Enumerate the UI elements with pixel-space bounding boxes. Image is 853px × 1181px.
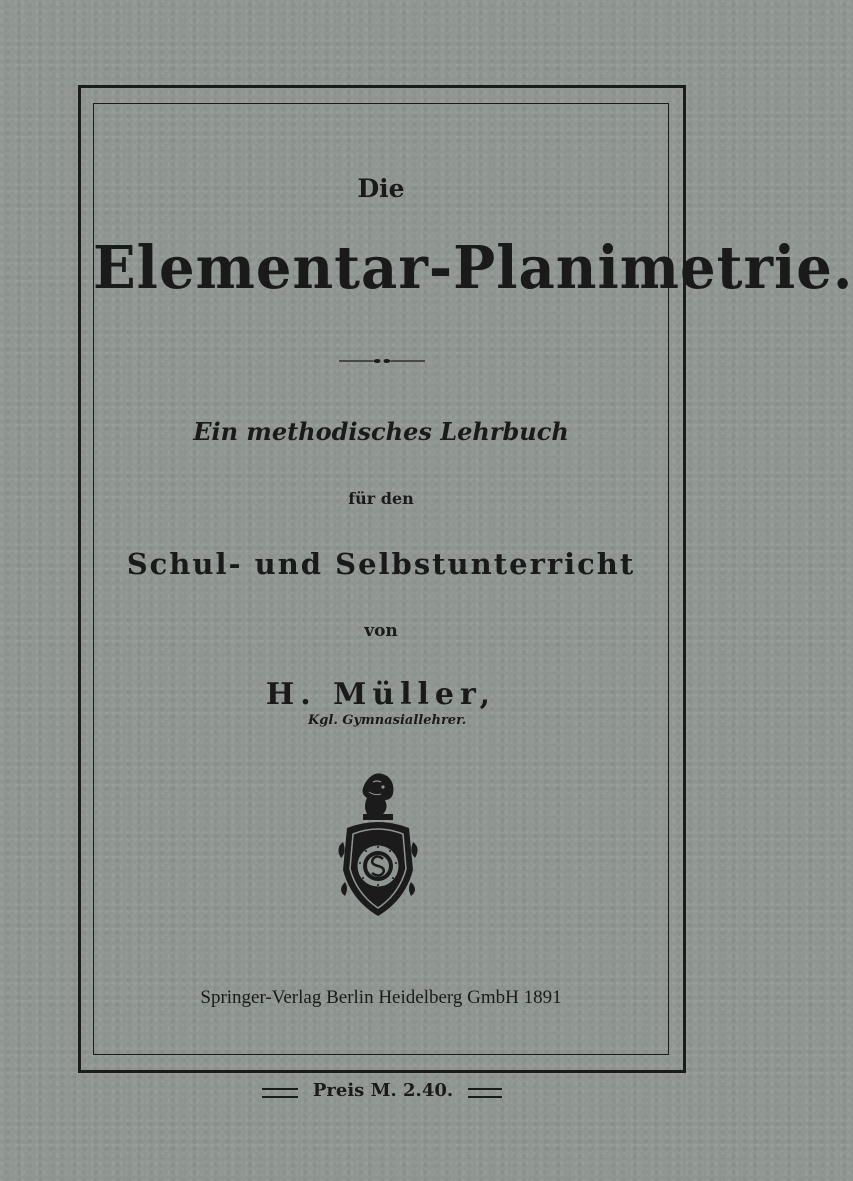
connector-text: für den bbox=[348, 489, 414, 508]
author-role: Kgl. Gymnasiallehrer. bbox=[308, 713, 467, 728]
ornament-icon bbox=[337, 354, 427, 368]
by-text: von bbox=[364, 621, 398, 641]
subject-line: Schul- und Selbstunterricht bbox=[126, 547, 636, 581]
publisher-line: Springer-Verlag Berlin Heidelberg GmbH 1891 bbox=[200, 987, 562, 1008]
price-rule-right bbox=[468, 1088, 502, 1098]
title-main: Elementar-Planimetrie. bbox=[93, 233, 853, 303]
author-name: H. Müller, bbox=[265, 677, 497, 712]
subtitle: Ein methodisches Lehrbuch bbox=[193, 417, 569, 446]
springer-emblem-icon bbox=[333, 770, 423, 924]
price-label: Preis M. 2.40. bbox=[312, 1080, 454, 1101]
price-rule-left bbox=[262, 1088, 298, 1098]
title-small: Die bbox=[357, 174, 405, 203]
